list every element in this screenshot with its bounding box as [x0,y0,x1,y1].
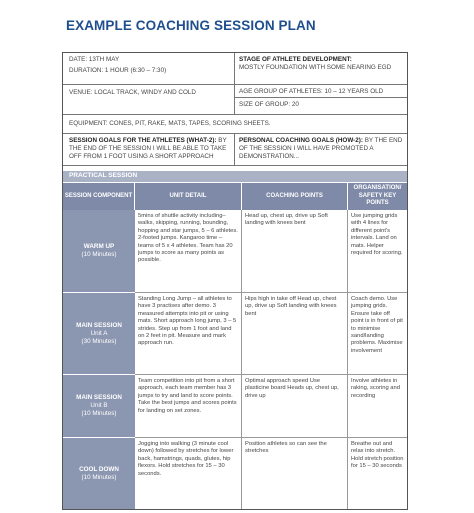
practical-session-bar: PRACTICAL SESSION [63,171,407,182]
stage-label: STAGE OF ATHLETE DEVELOPMENT: [239,56,352,63]
component-name: COOL DOWN [79,465,119,473]
organisation-warm-up: Use jumping grids with 4 lines for different point's intervals. Land on mats. Helper required for scoring. [348,210,407,293]
page-title: EXAMPLE COACHING SESSION PLAN [66,18,316,33]
venue-field: VENUE: LOCAL TRACK, WINDY AND COLD [69,89,196,96]
session-goals-value: BY THE END OF THE SESSION I WILL BE ABLE TO TAKE OFF FROM 1 FOOT USING A SHORT APPROACH [69,137,227,161]
col-header-unit-detail: UNIT DETAIL [135,183,242,210]
component-name: MAIN SESSION [76,394,122,401]
stage-value: MOSTLY FOUNDATION WITH SOME NEARING EGD [239,64,392,72]
unit-detail-main-b: Team competition into pit from a short approach, each team member has 3 jumps to try and land to score points. Take the best jumps and scores points for landing on set zones. [135,375,242,438]
equipment-cell [63,115,407,134]
component-name: MAIN SESSION [76,321,122,329]
component-cool-down [63,438,135,509]
component-unit: Unit B [90,402,108,409]
date-duration-cell [63,53,235,85]
col-header-component: SESSION COMPONENT [63,183,135,210]
unit-detail-cool-down: Jogging into walking (3 minute cool down) followed by stretches for lower back, hamstrings, quads, glutes, hip flexors. Hold stretches for 15 – 30 seconds. [135,438,242,509]
personal-goals-cell [235,134,407,166]
age-group-cell [235,85,407,98]
col-header-organisation: ORGANISATION/ SAFETY KEY POINTS [348,183,407,210]
component-main-session-b [63,375,135,438]
component-duration: (30 Minutes) [81,337,117,345]
component-unit: Unit A [90,329,108,337]
date-field: DATE: 13TH MAY [69,56,120,63]
unit-detail-main-a: Standing Long Jump – all athletes to have 3 practises after demo. 3 measured attempts into pit or using mats. Short approach long jump, 3 – 5 strides. Step up from 1 foot and land on 2 feet in pit. Measure and mark approach run. [135,293,242,375]
personal-goals-value: BY THE END OF THE SESSION I WILL HAVE PROMOTED A DEMONSTRATION... [239,137,403,161]
personal-goals-label: PERSONAL COACHING GOALS (HOW-2): [239,137,363,144]
col-header-coaching-points: COACHING POINTS [242,183,348,210]
venue-cell [63,85,235,115]
organisation-main-b: Involve athletes in raking, scoring and recording [348,375,407,438]
group-size-field: SIZE OF GROUP: 20 [239,101,299,108]
equipment-field: EQUIPMENT: CONES, PIT, RAKE, MATS, TAPES, SCORING SHEETS. [69,120,271,127]
component-duration: (10 Minutes) [81,251,117,258]
stage-cell [235,53,407,85]
organisation-cool-down: Breathe out and relax into stretch. Hold stretch position for 15 – 30 seconds [351,441,404,470]
session-goals-label: SESSION GOALS FOR THE ATHLETES (WHAT-2): [69,137,217,144]
age-group-field: AGE GROUP OF ATHLETES: 10 – 12 YEARS OLD [239,88,384,95]
coaching-points-main-a: Hips high in take off Head up, chest up, drive up Soft landing with knees bent [242,293,348,375]
coaching-points-cool-down: Position athletes so can see the stretches [242,438,348,509]
component-duration: (10 Minutes) [81,410,117,417]
component-duration: (10 Minutes) [81,473,117,481]
component-name: WARM UP [83,243,115,250]
component-main-session-a [63,293,135,375]
unit-detail-warm-up: 5mins of shuttle activity including– walks, skipping, running, bounding, hopping and star jumps, 5 – 6 athletes. 2-footed jumps. Kangaroo time – teams of 5 x 4 athletes. Team has 20 jumps to score as many points as possible. [135,210,242,293]
duration-field: DURATION: 1 HOUR (6:30 – 7:30) [69,67,167,75]
group-size-cell [235,98,407,115]
organisation-main-a: Coach demo. Use jumping grids. Ensure take off point is in front of pit to minimise sand/landing problems. Maximise involvement [348,293,407,375]
coaching-points-warm-up: Head up, chest up, drive up Soft landing with knees bent [242,210,348,293]
component-warm-up [63,210,135,293]
session-goals-cell [63,134,235,166]
coaching-points-main-b: Optimal approach speed Use plasticine board Heads up, chest up, drive up [242,375,348,438]
